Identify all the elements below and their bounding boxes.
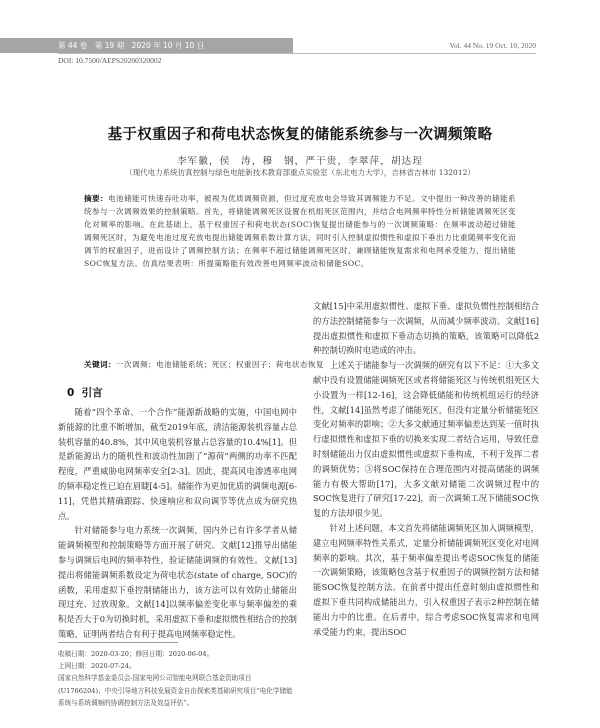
keywords-text: 一次调频；电池储能系统；死区；权重因子；荷电状态恢复 (115, 360, 324, 369)
keywords-label: 关键词： (84, 360, 116, 369)
footnote-online: 上网日期：2020-07-24。 (58, 662, 136, 671)
right-paragraph: 针对上述问题，本文首先将储能调频死区加入调频模型，建立电网频率特性关系式，定量分析储能调频死区变化对电网频率的影响。其次，基于频率偏差提出考虑SOC恢复的储能一次调频策略，该策略包含基于权重因子的调频控制方法和储能SOC恢复控制方法。在前者中提出任意时刻由虚拟惯性和虚拟下垂共同构成储能出力，引入权重因子表示2种控制在储能出力中的比重。在后者中，综合考虑SOC恢复需求和电网承受能力约束，提出SOC (313, 522, 539, 637)
right-paragraph: 上述关于储能参与一次调频的研究有以下不足：①大多文献中没有设置储能调频死区或者将储能死区与传统机组死区大小设置为一样[12-16]，这会降低储能和传统机组运行的经济性，文献[14]虽然考虑了储能死区，但没有定量分析储能死区变化对频率的影响；②大多文献通过频率偏差达到某一值时执行虚拟惯性和虚拟下垂的切换来实现二者结合运用，导致任意时刻储能出力仅由虚拟惯性或虚拟下垂构成，不利于发挥二者的调频优势；③将SOC保持在合理范围内对提高储能的调频能力有极大帮助[17]，大多文献对储能二次调频过程中的SOC恢复进行了研究[17-22]，而一次调频工况下储能SOC恢复的方法却很少见。 (313, 360, 539, 519)
left-column (58, 405, 297, 642)
footnote-funding: 国家自然科学基金委员会-国家电网公司智能电网联合基金资助项目(U1766204)；中央引导地方科技发展资金自由探索类基础研究项目“电化学储能系统与系统调频的协调控制方法及效益评估”。 (58, 674, 293, 707)
left-paragraph: 针对储能参与电力系统一次调频，国内外已有许多学者从储能调频模型和控制策略等方面开展了研究。文献[12]推导出储能参与调频后电网的频率特性，验证储能调频的有效性。文献[13]提出将储能调频系数设定为荷电状态(state of charge, SOC)的函数，采用虚拟下垂控制储能出力，该方法可以有效防止储能出现过充、过放现象。文献[14]以频率偏差变化率与频率偏差的乘积是否大于0为切换时机，采用虚拟下垂和虚拟惯性相结合的控制策略，证明两者结合有利于提高电网频率稳定性。 (58, 525, 297, 639)
journal-issue-banner: 第 44 卷 第 19 期 2020 年 10 月 10 日 (0, 38, 293, 53)
footnotes (58, 648, 297, 709)
section-number: 0 (67, 387, 75, 399)
paper-title: 基于权重因子和荷电状态恢复的储能系统参与一次调频策略 (107, 127, 493, 143)
journal-issue-en: Vol. 44 No. 19 Oct. 10, 2020 (449, 41, 536, 50)
left-paragraph: 随着“四个革命、一个合作”能源新战略的实施，中国电网中新能源的比重不断增加，截至2019年底，清洁能源装机容量占总装机容量的40.8%，其中风电装机容量占总容量的10.4%[1]。但是新能源出力的随机性和波动性加剧了“源荷”两侧的功率不匹配程度，严重威胁电网频率安全[2-3]。因此，提高风电渗透率电网的频率稳定性已迫在眉睫[4-5]。储能作为更加优质的调频电源[6-11]，凭借其精确跟踪、快速响应和双向调节等优点成为研究热点。 (58, 407, 297, 521)
right-column (313, 299, 539, 639)
footnote-received: 收稿日期：2020-03-20；修回日期：2020-06-04。 (58, 650, 214, 658)
abstract (84, 193, 516, 270)
authors: 李军徽，侯 涛，穆 钢，严干贵，李翠萍，胡达珵 (176, 156, 424, 167)
abstract-text: 电池储能可快速吞吐功率，被视为优质调频资源，但过度充放电会导致其调频能力不足。文中提出一种改善的储能系统参与一次调频效果的控制策略。首先，将储能调频死区设置在机组死区范围内，并结合电网频率特性分析储能调频死区变化对频率的影响。在此基础上，基于权重因子和荷电状态(SOC)恢复提出储能参与的一次调频策略：在频率波动超过储能调频死区时，为避免电池过度充放电提出储能调频系数计算方法，同时引入控制虚拟惯性和虚拟下垂出力比重随频率变化而调节的权重因子，进而设计了调频控制方法；在频率不超过储能调频死区时，兼顾储能恢复需求和电网承受能力，提出储能SOC恢复方法。仿真结果表明：所提策略能有效改善电网频率波动和储能SOC。 (84, 194, 516, 268)
abstract-label: 摘要： (84, 194, 108, 203)
right-paragraph: 文献[15]中采用虚拟惯性、虚拟下垂、虚拟负惯性控制相结合的方法控制储能参与一次调频，从而减少频率波动。文献[16]提出虚拟惯性和虚拟下垂动态切换的策略，该策略可以降低2种控制切换时电造成的冲击。 (313, 301, 539, 356)
header-divider (58, 53, 536, 54)
section-heading (67, 385, 103, 400)
footnote-divider (58, 642, 178, 643)
doi: DOI: 10.7500/AEPS20200320002 (58, 56, 162, 65)
affiliation: （现代电力系统仿真控制与绿色电能新技术教育部重点实验室（东北电力大学），吉林省吉林市 132012） (125, 168, 475, 177)
section-title: 引言 (81, 387, 103, 399)
